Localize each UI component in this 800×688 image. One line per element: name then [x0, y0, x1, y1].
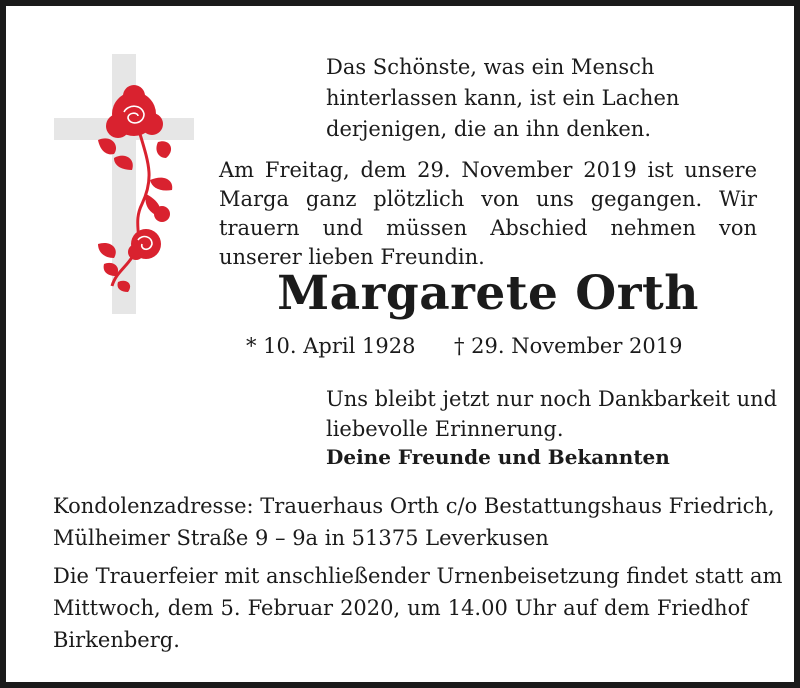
signature: Deine Freunde und Bekannten	[326, 445, 670, 469]
cross-with-roses-icon	[54, 54, 194, 314]
death-date: † 29. November 2019	[454, 334, 683, 358]
funeral-ceremony-info	[53, 560, 783, 656]
deceased-name: Margarete Orth	[277, 266, 699, 321]
death-announcement: Am Freitag, dem 29. November 2019 ist unsere Marga ganz plötzlich von uns gegangen. Wir trauern und müssen Abschied nehmen von unserer lieben Freundin.	[219, 158, 757, 269]
quote-line: derjenigen, die an ihn denken.	[326, 117, 652, 141]
memorial-quote	[326, 52, 746, 145]
quote-line: Das Schönste, was ein Mensch	[326, 55, 655, 79]
birth-date: * 10. April 1928	[246, 334, 416, 358]
closing-words	[326, 384, 778, 444]
address-line: Mülheimer Straße 9 – 9a in 51375 Leverkusen	[53, 526, 549, 550]
quote-line: hinterlassen kann, ist ein Lachen	[326, 86, 680, 110]
closing-line: Uns bleibt jetzt nur noch Dankbarkeit und	[326, 387, 778, 411]
ceremony-line: Mittwoch, dem 5. Februar 2020, um 14.00 Uhr auf dem Friedhof	[53, 596, 748, 620]
obituary-notice	[6, 6, 794, 682]
closing-line: liebevolle Erinnerung.	[326, 417, 564, 441]
address-line: Kondolenzadresse: Trauerhaus Orth c/o Bestattungshaus Friedrich,	[53, 494, 775, 518]
ceremony-line: Birkenberg.	[53, 628, 180, 652]
condolence-address	[53, 490, 775, 554]
ceremony-line: Die Trauerfeier mit anschließender Urnenbeisetzung findet statt am	[53, 564, 783, 588]
